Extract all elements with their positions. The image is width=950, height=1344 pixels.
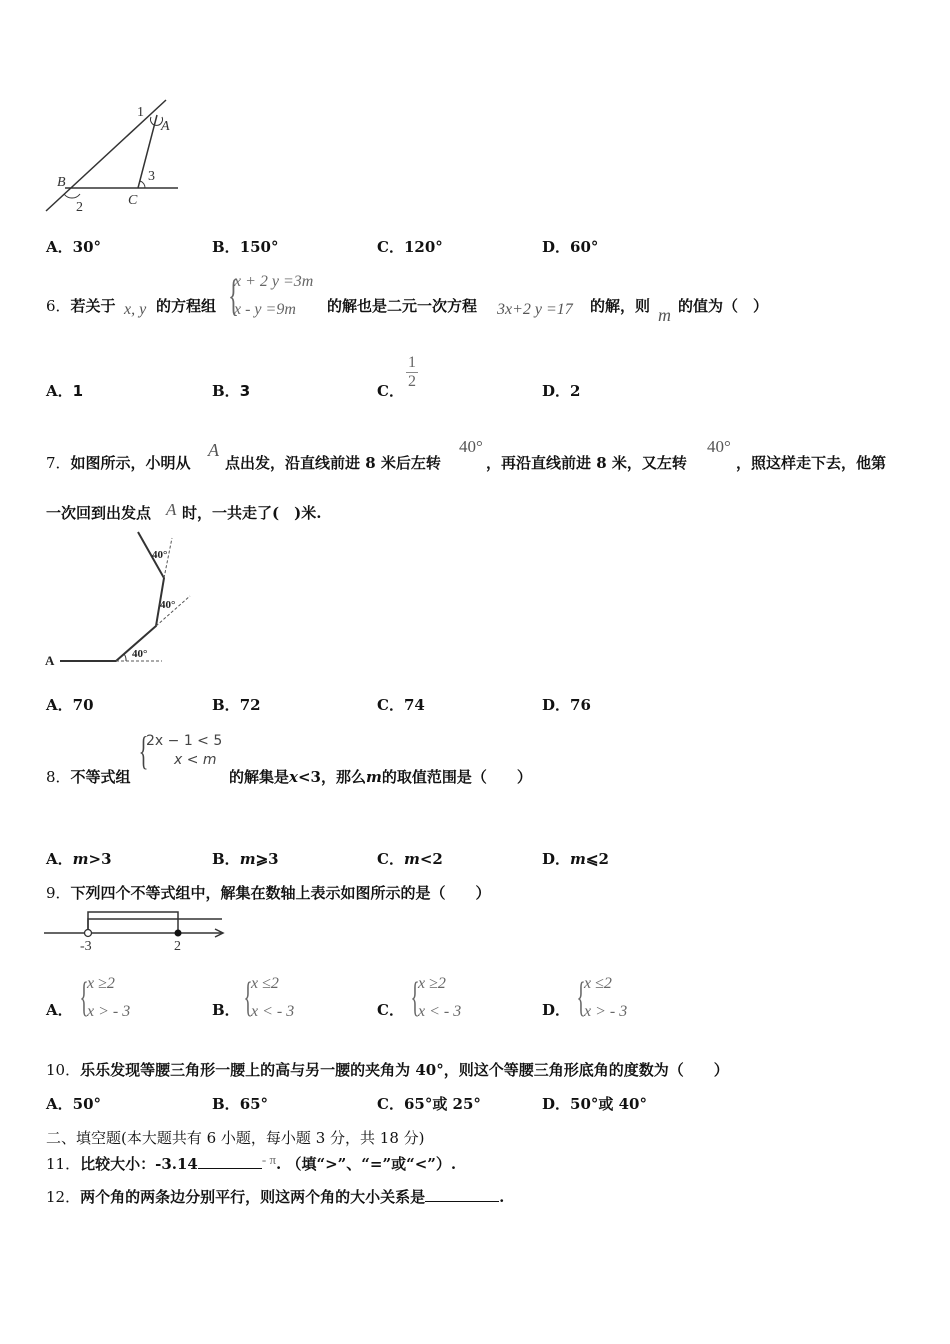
q6-eq1: x + 2 y =3m	[234, 273, 314, 290]
q6-equation-system	[234, 268, 313, 324]
q9-option-b-letter[interactable]: B．	[212, 1001, 240, 1019]
q6-text-3: 的解也是二元一次方程	[327, 297, 478, 315]
q9-option-a-system: x ≥2 x > - 3	[87, 975, 131, 1020]
q8-option-d[interactable]: D．m⩽2	[542, 850, 609, 868]
q7-stem-line2b: 时，一共走了( )米.	[182, 504, 322, 522]
q6-vars: x, y	[124, 301, 147, 318]
q7-text-4: ，照这样走下去，他第	[736, 454, 887, 472]
q7-fig-angle-3: 40°	[152, 549, 168, 561]
q10-option-a[interactable]: A．50°	[46, 1095, 102, 1113]
q12-number: 12．	[46, 1188, 81, 1206]
q11-stem: 11．比较大小：-3.14 - π. （填“>”、“=”或“<”）.	[46, 1152, 457, 1173]
q7-text-2: 点出发，沿直线前进 8 米后左转	[225, 454, 441, 472]
q5-label-1: 1	[137, 105, 144, 120]
q7-text-3: ，再沿直线前进 8 米，又左转	[486, 454, 687, 472]
q6-option-b[interactable]: B．3	[212, 382, 251, 400]
q9-stem: 9．下列四个不等式组中，解集在数轴上表示如图所示的是（ ）	[46, 884, 491, 902]
q7-option-a[interactable]: A．70	[46, 696, 94, 714]
q8-option-a[interactable]: A．m>3	[46, 850, 112, 868]
q6-text-2: 的方程组	[156, 297, 217, 315]
q5-option-b[interactable]: B．150°	[212, 238, 279, 256]
q6-option-d[interactable]: D．2	[542, 382, 581, 400]
q5-label-b: B	[57, 175, 66, 190]
q9-option-c-letter[interactable]: C．	[377, 1001, 404, 1019]
q9-option-c-brace: {	[410, 975, 420, 1021]
q8-option-b[interactable]: B．m⩾3	[212, 850, 279, 868]
q6-var-m: m	[658, 305, 671, 325]
q9-option-a-brace: {	[79, 975, 89, 1021]
q6-text-4: 的解，则	[590, 297, 651, 315]
q9-number: 9．	[46, 884, 71, 902]
q5-label-c: C	[128, 193, 138, 208]
q8-number: 8．	[46, 768, 71, 786]
q7-figure	[42, 530, 202, 670]
q9-option-b-system: x ≤2 x < - 3	[251, 975, 295, 1020]
q6-eq3: 3x+2 y =17	[497, 301, 573, 318]
q8-stem-start: 8．不等式组	[46, 768, 131, 786]
axis-label-minus3: -3	[80, 939, 92, 954]
q8-system-brace: {	[138, 728, 149, 773]
q9-option-d-system: x ≤2 x > - 3	[584, 975, 628, 1020]
axis-label-2: 2	[174, 939, 181, 954]
q10-stem: 10．乐乐发现等腰三角形一腰上的高与另一腰的夹角为 40°，则这个等腰三角形底角的度数为（ ）	[46, 1061, 729, 1079]
q8-inequality-system	[146, 732, 222, 770]
fraction-denominator: 2	[408, 373, 416, 390]
q6-option-c-fraction	[406, 354, 418, 391]
q5-option-d[interactable]: D．60°	[542, 238, 599, 256]
q5-figure	[40, 95, 185, 220]
q7-fig-label-a: A	[45, 653, 55, 668]
q8-ineq2: x < m	[174, 752, 217, 768]
q8-option-c[interactable]: C．m<2	[377, 850, 443, 868]
q10-option-b[interactable]: B．65°	[212, 1095, 269, 1113]
q5-label-2: 2	[76, 200, 83, 215]
q7-fig-angle-2: 40°	[160, 599, 176, 611]
q7-stem-line1a: 7．如图所示，小明从	[46, 454, 191, 472]
q9-number-line	[42, 908, 232, 956]
q9-option-b-brace: {	[243, 975, 253, 1021]
q5-label-3: 3	[148, 169, 155, 184]
fraction-numerator: 1	[408, 354, 416, 371]
q6-option-c[interactable]: C．	[377, 382, 404, 400]
q11-number: 11．	[46, 1155, 81, 1173]
q6-text-5: 的值为（ ）	[678, 297, 769, 315]
open-dot	[85, 930, 92, 937]
q9-option-a-letter[interactable]: A．	[46, 1001, 73, 1019]
q7-option-b[interactable]: B．72	[212, 696, 261, 714]
q6-option-a[interactable]: A．1	[46, 382, 84, 400]
q12-answer-blank[interactable]	[425, 1201, 499, 1202]
q7-point-a: A	[208, 440, 219, 460]
q12-stem: 12．两个角的两条边分别平行，则这两个角的大小关系是 .	[46, 1188, 505, 1206]
q7-stem-line2a: 一次回到出发点	[46, 504, 152, 522]
q10-option-c[interactable]: C．65°或 25°	[377, 1095, 481, 1113]
q5-option-a[interactable]: A．30°	[46, 238, 102, 256]
q7-number: 7．	[46, 454, 71, 472]
q9-option-c-system: x ≥2 x < - 3	[418, 975, 462, 1020]
section-2-title: 二、填空题(本大题共有 6 小题，每小题 3 分，共 18 分)	[46, 1129, 425, 1147]
q9-option-d-brace: {	[576, 975, 586, 1021]
q6-stem-start: 6．若关于	[46, 297, 116, 315]
q6-system-brace: {	[228, 271, 239, 320]
q9-option-d-letter[interactable]: D．	[542, 1001, 571, 1019]
q5-option-c[interactable]: C．120°	[377, 238, 443, 256]
q7-angle-2: 40°	[707, 437, 731, 456]
q6-eq2: x - y =9m	[234, 301, 296, 318]
q11-pi: - π	[261, 1152, 277, 1167]
q7-option-d[interactable]: D．76	[542, 696, 591, 714]
q7-fig-angle-1: 40°	[132, 648, 148, 660]
q6-number: 6．	[46, 297, 71, 315]
q10-option-d[interactable]: D．50°或 40°	[542, 1095, 647, 1113]
q7-option-c[interactable]: C．74	[377, 696, 425, 714]
closed-dot	[175, 930, 182, 937]
q8-stem-end: 的解集是x<3，那么m的取值范围是（ ）	[229, 768, 532, 786]
q11-answer-blank[interactable]	[198, 1168, 262, 1169]
q7-point-a-2: A	[166, 500, 177, 519]
q7-angle-1: 40°	[459, 437, 483, 456]
q5-label-a: A	[161, 119, 170, 134]
q8-ineq1: 2x − 1 < 5	[146, 733, 223, 749]
q10-number: 10．	[46, 1061, 81, 1079]
